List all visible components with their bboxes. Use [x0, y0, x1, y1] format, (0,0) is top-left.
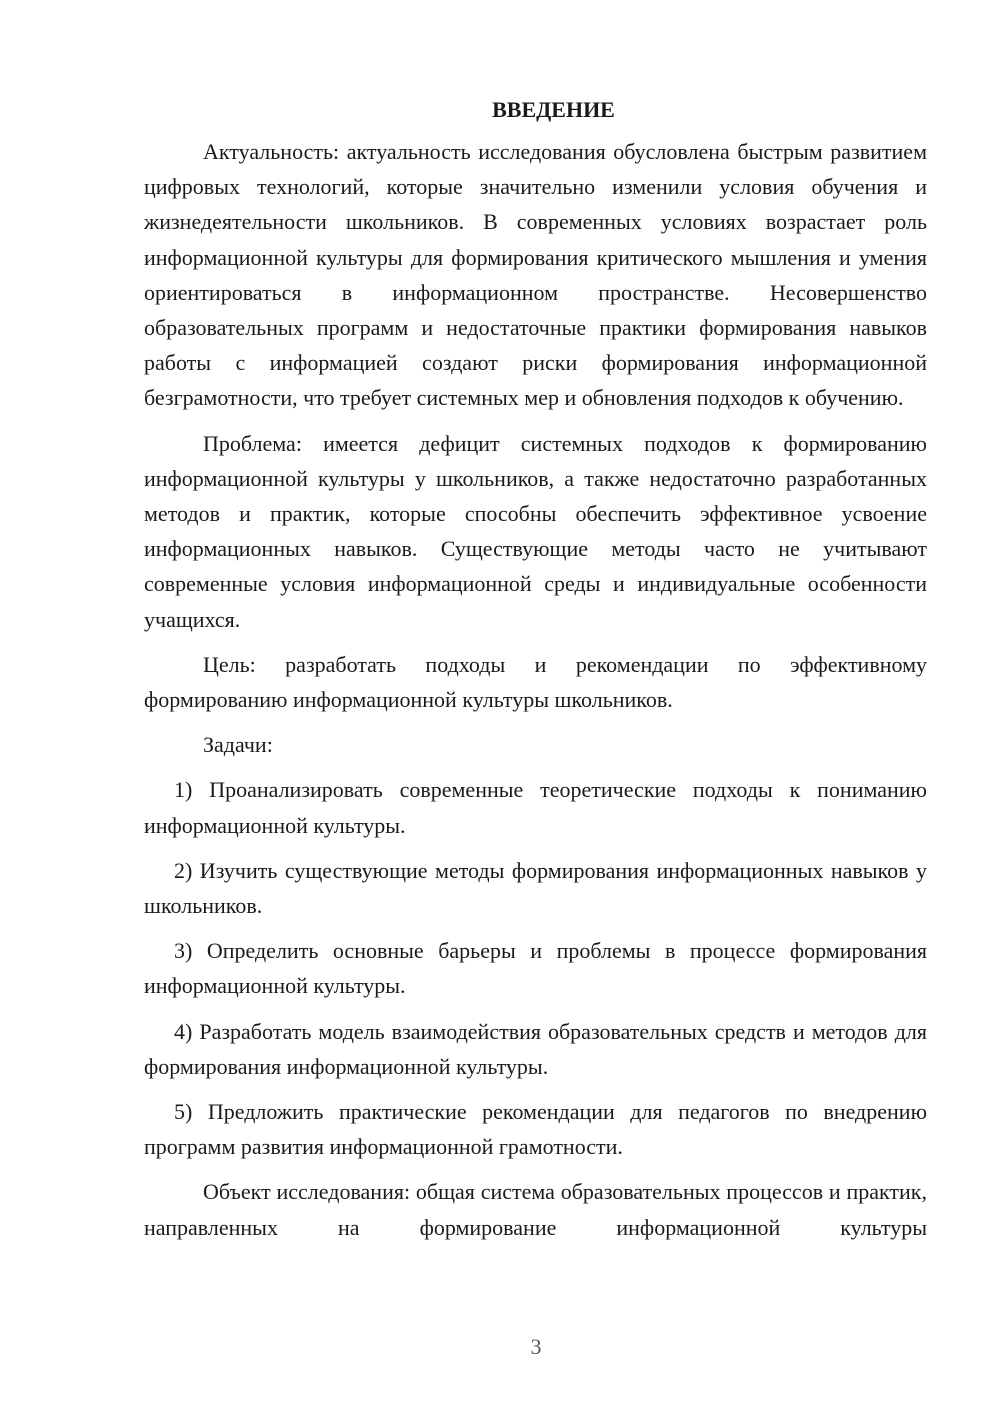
task-item: 2) Изучить существующие методы формирования информационных навыков у школьников.: [144, 857, 927, 919]
task-item: 1) Проанализировать современные теоретические подходы к пониманию информационной культуры.: [144, 777, 927, 838]
task-item: 3) Определить основные барьеры и проблемы в процессе формирования информационной культуры.: [144, 938, 927, 999]
tasks-label: Задачи:: [203, 732, 273, 758]
problem-paragraph: Проблема: имеется дефицит системных подходов к формированию информационной культуры у школьников, а также недостаточно разработанных методов и практик, которые способны обеспечить эффективное усвоение информационных навыков. Существующие методы часто не учитывают современные условия информационной среды и индивидуальные особенности учащихся.: [144, 430, 927, 632]
document-page: [144, 96, 927, 1245]
page-number: 3: [530, 1334, 542, 1359]
goal-paragraph: Цель: разработать подходы и рекомендации по эффективному формированию информационной культуры школьников.: [144, 651, 927, 713]
relevance-paragraph: Актуальность: актуальность исследования обусловлена быстрым развитием цифровых технологий, которые значительно изменили условия обучения и жизнедеятельности школьников. В современных условиях возрастает роль информационной культуры для формирования критического мышления и умения ориентироваться в информационном пространстве. Несовершенство образовательных программ и недостаточные практики формирования навыков работы с информацией создают риски формирования информационной безграмотности, что требует системных мер и обновления подходов к обучению.: [144, 139, 927, 411]
section-heading: ВВЕДЕНИЕ: [492, 97, 615, 122]
task-item: 4) Разработать модель взаимодействия образовательных средств и методов для формирования информационной культуры.: [144, 1018, 927, 1079]
object-paragraph: Объект исследования: общая система образовательных процессов и практик, направленных на формирование информационной культуры: [144, 1179, 927, 1240]
task-item: 5) Предложить практические рекомендации для педагогов по внедрению программ развития информационной грамотности.: [144, 1099, 927, 1160]
